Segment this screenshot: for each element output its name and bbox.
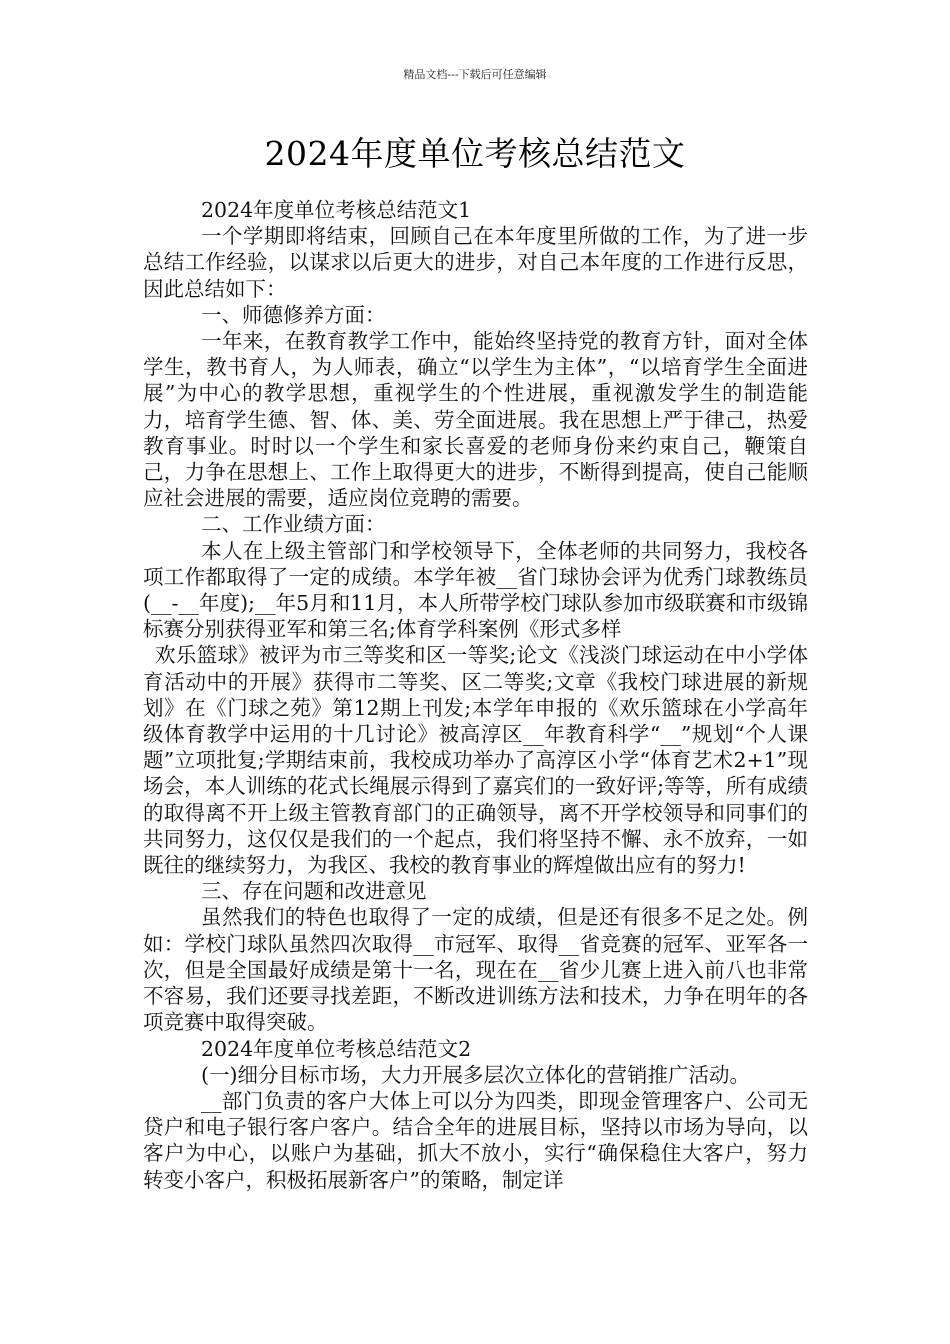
paragraph: 2024年度单位考核总结范文1 (201, 198, 472, 222)
paragraph: __部门负责的客户大体上可以分为四类，即现金管理客户、公司无贷户和电子银行客户客户。结合全年的进展目标，坚持以市场为导向，以客户为中心，以账户为基础，抓大不放小，实行“确保稳住大客户，努力转变小客户，积极拓展新客户”的策略，制定详 (143, 1088, 808, 1192)
document-title: 2024年度单位考核总结范文 (264, 134, 686, 173)
paragraph: 本人在上级主管部门和学校领导下，全体老师的共同努力，我校各项工作都取得了一定的成绩。本学年被__省门球协会评为优秀门球教练员(__-__年度);__年5月和11月，本人所带学校门球队参加市级联赛和市级锦标赛分别获得亚军和第三名;体育学科案例《形式多样 (143, 538, 808, 642)
paragraph: (一)细分目标市场，大力开展多层次立体化的营销推广活动。 (201, 1062, 750, 1087)
paragraph: 2024年度单位考核总结范文2 (201, 1036, 472, 1061)
paragraph: 欢乐篮球》被评为市三等奖和区一等奖;论文《浅淡门球运动在中小学体育活动中的开展》获得市二等奖、区二等奖;文章《我校门球进展的新规划》在《门球之苑》第12期上刊发;本学年申报的《欢乐篮球在小学高年级体育教学中运用的十几讨论》被高淳区__年教育科学“__”规划“个人课题”立项批复;学期结束前，我校成功举办了高淳区小学“体育艺术2+1”现场会，本人训练的花式长绳展示得到了嘉宾们的一致好评;等等，所有成绩的取得离不开上级主管教育部门的正确领导，离不开学校领导和同事们的共同努力，这仅仅是我们的一个起点，我们将坚持不懈、永不放弃，一如既往的继续努力，为我区、我校的教育事业的辉煌做出应有的努力! (143, 643, 808, 878)
paragraph: 一年来，在教育教学工作中，能始终坚持党的教育方针，面对全体学生，教书育人，为人师表，确立“以学生为主体”，“以培育学生全面进展”为中心的教学思想，重视学生的个性进展，重视激发学生的制造能力，培育学生德、智、体、美、劳全面进展。我在思想上严于律己，热爱教育事业。时时以一个学生和家长喜爱的老师身份来约束自己，鞭策自己，力争在思想上、工作上取得更大的进步，不断得到提高，使自己能顺应社会进展的需要，适应岗位竞聘的需要。 (143, 329, 808, 511)
document-body (143, 197, 808, 1193)
paragraph: 一、师德修养方面： (201, 302, 386, 327)
page-header: 精品文档---下载后可任意编辑 (403, 68, 547, 81)
paragraph: 虽然我们的特色也取得了一定的成绩，但是还有很多不足之处。例如：学校门球队虽然四次取得__市冠军、取得__省竞赛的冠军、亚军各一次，但是全国最好成绩是第十一名，现在在__省少儿赛上进入前八也非常不容易，我们还要寻找差距，不断改进训练方法和技术，力争在明年的各项竞赛中取得突破。 (143, 905, 808, 1035)
paragraph: 三、存在问题和改进意见 (201, 879, 427, 904)
paragraph: 二、工作业绩方面： (201, 512, 386, 537)
paragraph: 一个学期即将结束，回顾自己在本年度里所做的工作，为了进一步总结工作经验，以谋求以后更大的进步，对自己本年度的工作进行反思，因此总结如下： (143, 224, 808, 301)
